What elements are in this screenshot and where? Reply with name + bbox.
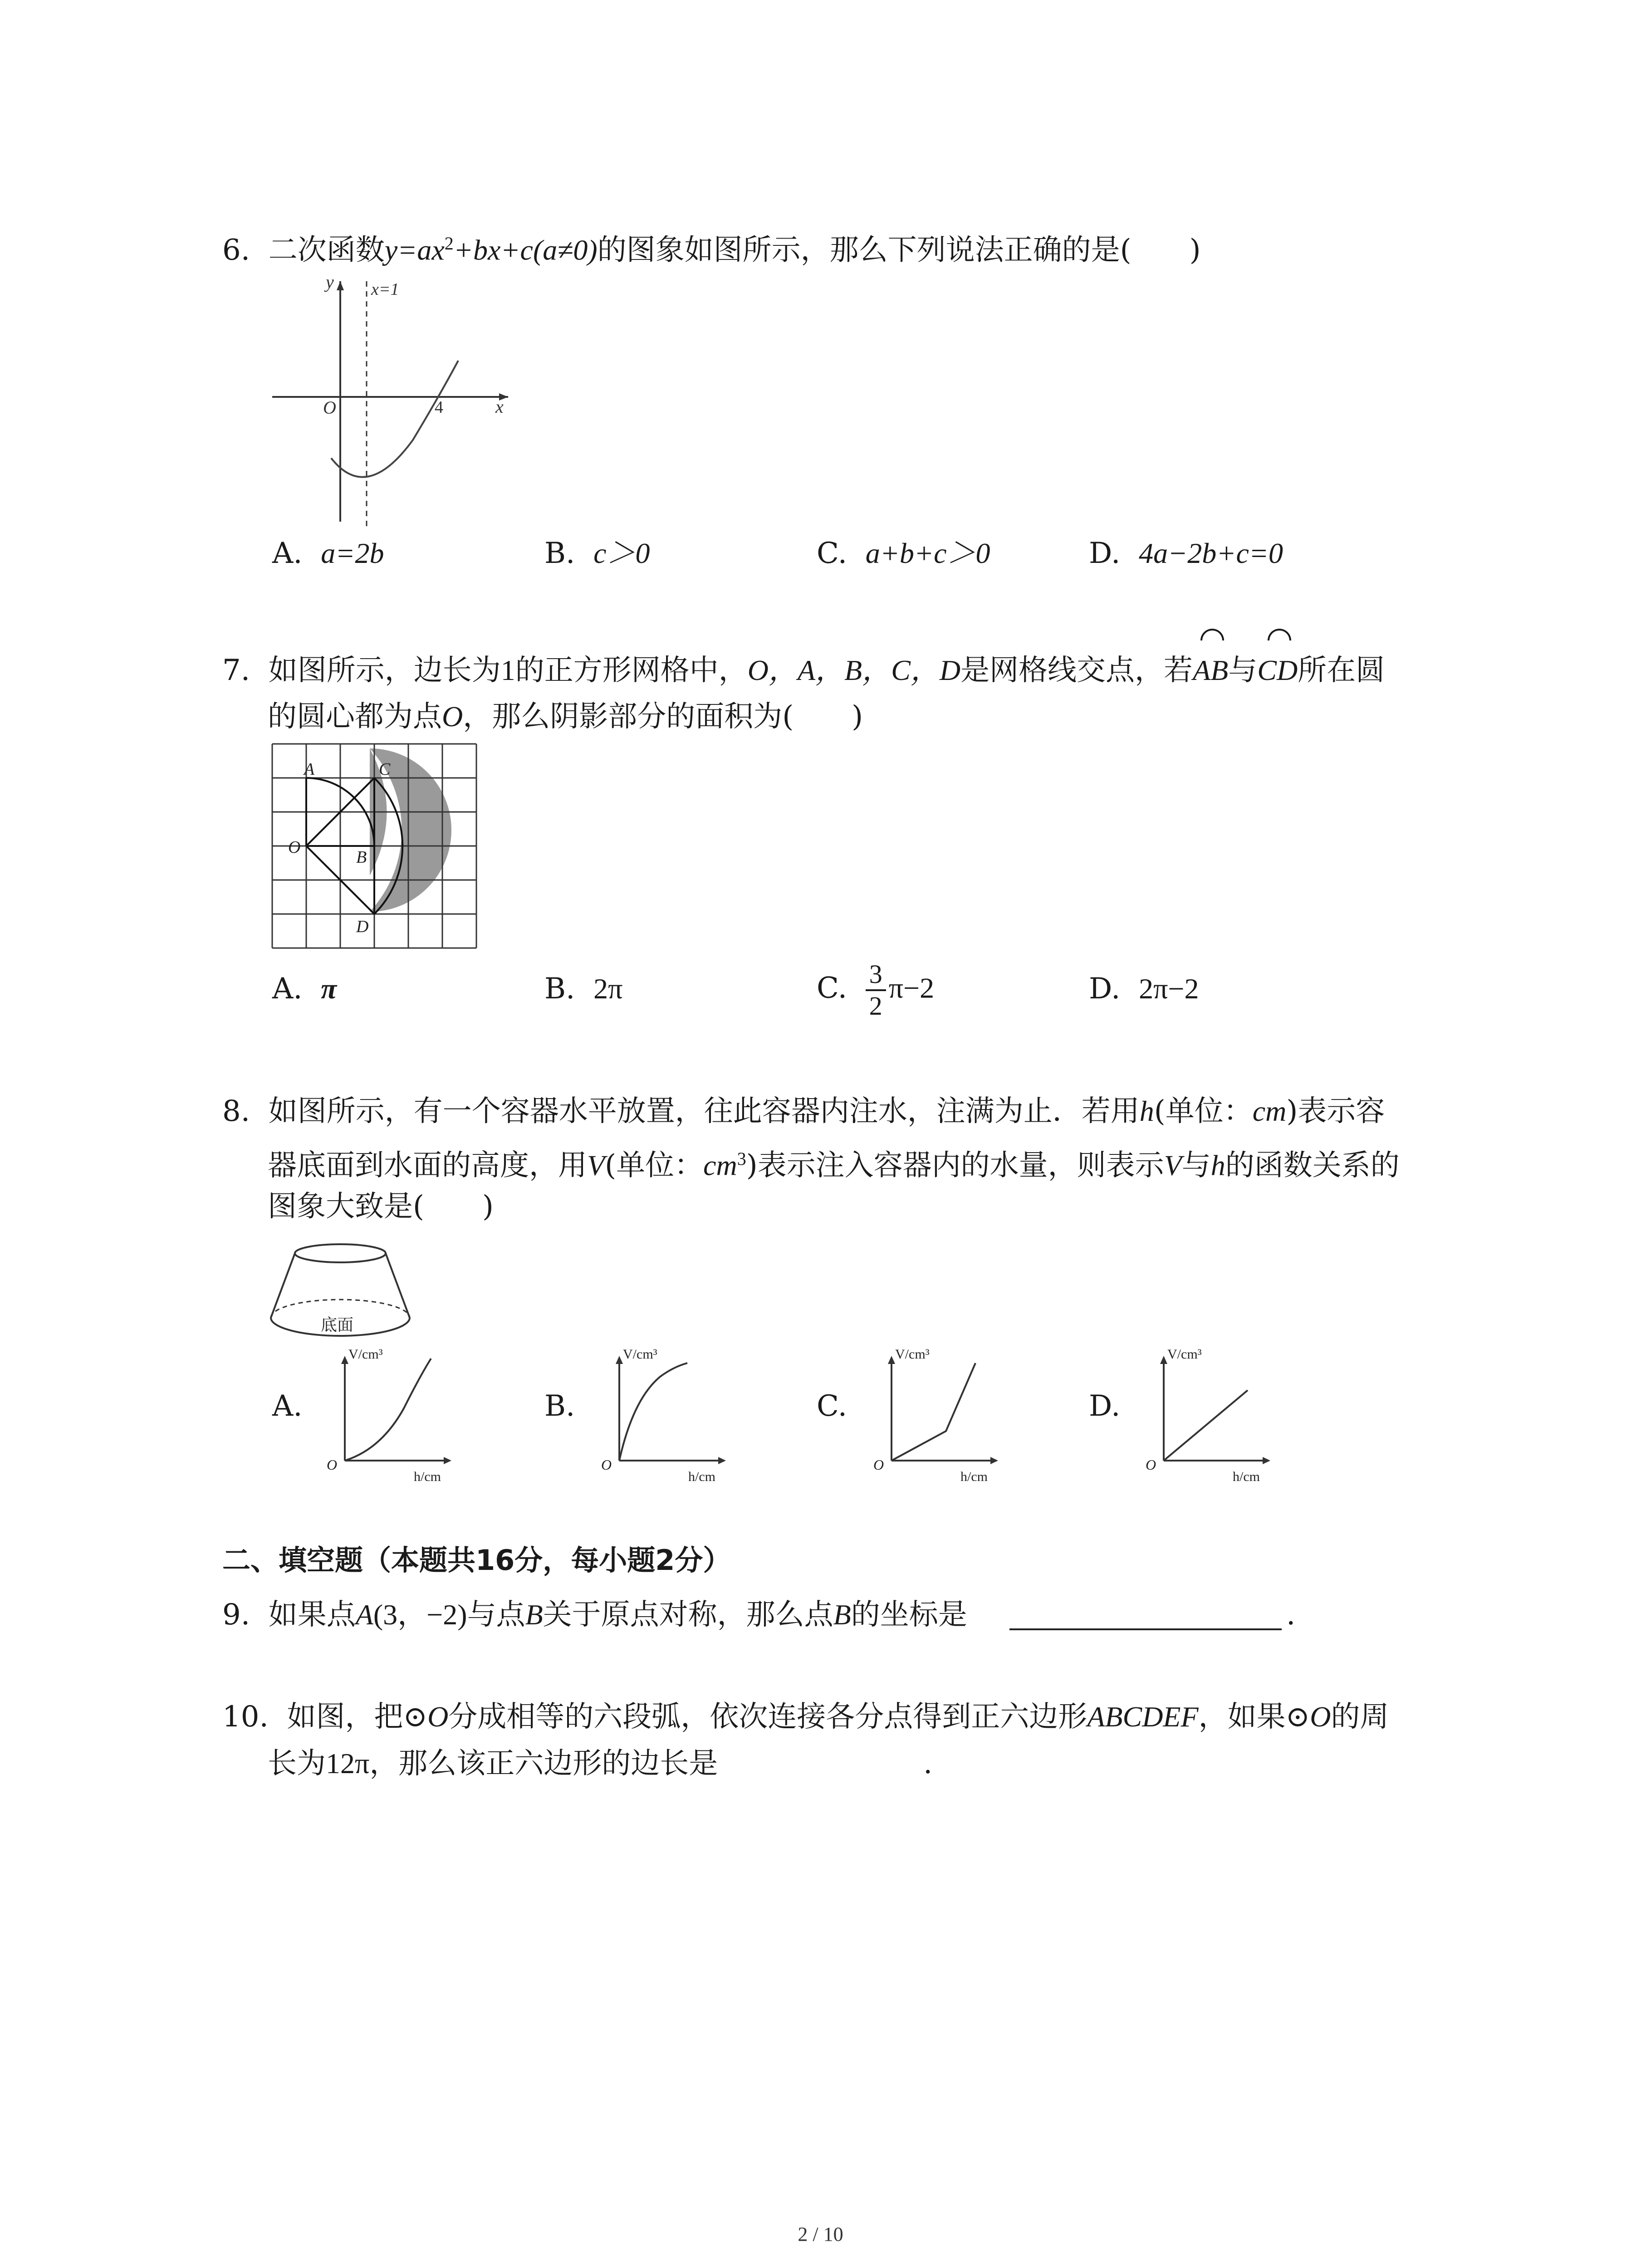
q6-y-label: y bbox=[326, 272, 334, 292]
q8-container-figure bbox=[265, 1241, 415, 1345]
q8-graph-d-origin: O bbox=[1146, 1457, 1156, 1473]
q10-number: 10. bbox=[222, 1700, 269, 1734]
q10-stem-line1: 10. 如图，把⊙O分成相等的六段弧，依次连接各分点得到正六边形ABCDEF，如果⊙O的周 bbox=[222, 1700, 1389, 1734]
q6-y-arrow bbox=[337, 281, 344, 290]
q7-arc-cd: CD bbox=[1257, 648, 1298, 693]
q6-line-label: x=1 bbox=[371, 280, 399, 299]
q9-answer-blank[interactable] bbox=[1009, 1628, 1282, 1630]
q7-label-d: D bbox=[356, 917, 369, 936]
q8-option-c[interactable]: C. bbox=[817, 1389, 847, 1423]
q6-stem bbox=[222, 221, 1201, 273]
q7-label-c: C bbox=[379, 760, 391, 779]
q7-number: 7. bbox=[222, 654, 250, 687]
q7-grid-figure bbox=[268, 739, 485, 957]
q8-graph-d-y-label: V/cm³ bbox=[1167, 1347, 1202, 1362]
q6-origin-label: O bbox=[323, 397, 336, 418]
q8-graph-b-y-label: V/cm³ bbox=[623, 1347, 657, 1362]
q8-bottom-label: 底面 bbox=[321, 1316, 354, 1334]
page-number: 2 / 10 bbox=[798, 2223, 843, 2245]
q9-stem: 9. 如果点A(3，−2)与点B关于原点对称，那么点B的坐标是 bbox=[222, 1598, 967, 1632]
section-2-title: 二、填空题（本题共16分，每小题2分） bbox=[222, 1544, 731, 1577]
q6-option-b[interactable]: B. c＞0 bbox=[544, 537, 650, 570]
q10-end: . bbox=[923, 1747, 933, 1780]
q8-option-b[interactable]: B. bbox=[544, 1389, 575, 1423]
q8-option-d[interactable]: D. bbox=[1089, 1389, 1121, 1423]
q10-stem-line2: 长为12π，那么该正六边形的边长是 bbox=[268, 1747, 718, 1780]
q6-exp: 2 bbox=[444, 233, 454, 254]
q7-label-b: B bbox=[356, 848, 367, 867]
q8-graph-a-y-label: V/cm³ bbox=[348, 1347, 383, 1362]
q8-graph-d-x-label: h/cm bbox=[1233, 1469, 1260, 1481]
q6-option-c[interactable]: C. a+b+c＞0 bbox=[817, 537, 990, 570]
q9-end: . bbox=[1286, 1598, 1296, 1632]
q8-option-a[interactable]: A. bbox=[272, 1389, 303, 1423]
q7-label-o: O bbox=[288, 838, 301, 857]
q8-graph-a-origin: O bbox=[327, 1457, 338, 1473]
q7-arc-ab: AB bbox=[1193, 648, 1228, 693]
q7-label-a: A bbox=[304, 760, 315, 779]
q6-expr: y=ax bbox=[384, 234, 445, 266]
q6-parabola-curve bbox=[331, 361, 458, 477]
q7-option-d[interactable]: D. 2π−2 bbox=[1089, 972, 1199, 1006]
q8-stem-line2: 器底面到水面的高度，用V(单位：$cm^3$)表示注入容器内的水量，则表示V与h的函数关系的 bbox=[268, 1149, 1400, 1183]
q7-option-a[interactable]: A. π bbox=[272, 972, 337, 1006]
q8-graph-b-origin: O bbox=[601, 1457, 612, 1473]
q8-graph-d bbox=[1132, 1345, 1282, 1481]
q8-graph-b-x-label: h/cm bbox=[688, 1469, 715, 1481]
q8-stem-line3: 图象大致是( ) bbox=[268, 1190, 494, 1223]
q8-graph-c-x-label: h/cm bbox=[960, 1469, 988, 1481]
q6-text-b: 的图象如图所示，那么下列说法正确的是( ) bbox=[597, 233, 1201, 267]
q6-root-label: 4 bbox=[435, 398, 443, 417]
q10-answer-blank[interactable] bbox=[762, 1769, 921, 1783]
q8-graph-b bbox=[588, 1345, 737, 1481]
q6-x-label: x bbox=[495, 396, 504, 417]
q9-number: 9. bbox=[222, 1598, 250, 1632]
q8-graph-c-origin: O bbox=[873, 1457, 884, 1473]
q7-option-c[interactable]: C. $\frac{3}{2}$ π−2 bbox=[817, 959, 935, 1021]
q6-expr2: +bx+c(a≠0) bbox=[453, 234, 598, 266]
q8-graph-a-x-label: h/cm bbox=[414, 1469, 441, 1481]
q7-option-b[interactable]: B. 2π bbox=[544, 972, 623, 1006]
q8-graph-c-y-label: V/cm³ bbox=[895, 1347, 930, 1362]
q6-parabola-figure bbox=[263, 268, 535, 531]
q6-option-a[interactable]: A. a=2b bbox=[272, 537, 384, 570]
q6-option-d[interactable]: D. 4a−2b+c=0 bbox=[1089, 537, 1283, 570]
q7-option-c-fraction: $\frac{3}{2}$ bbox=[866, 959, 886, 1021]
q8-number: 8. bbox=[222, 1095, 250, 1128]
q7-stem-line2: 的圆心都为点O，那么阴影部分的面积为( ) bbox=[268, 700, 863, 733]
q8-graph-a bbox=[313, 1345, 463, 1481]
q8-stem-line1: 8. 如图所示，有一个容器水平放置，往此容器内注水，注满为止．若用h(单位：cm)表示容 bbox=[222, 1095, 1385, 1128]
q8-graph-c bbox=[860, 1345, 1009, 1481]
q6-text-a: 二次函数 bbox=[268, 233, 385, 267]
q7-stem-line1: 7. 如图所示，边长为1的正方形网格中，O，A，B，C，D是网格线交点，若AB与CD所在圆 bbox=[222, 648, 1385, 693]
q6-number: 6. bbox=[222, 233, 250, 267]
